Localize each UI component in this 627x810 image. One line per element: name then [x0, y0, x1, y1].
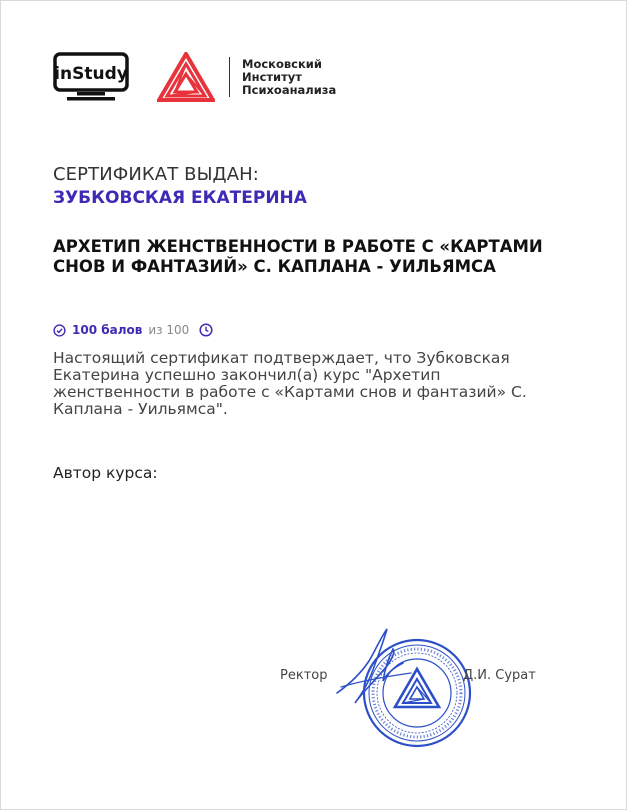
score-value: 100 балов — [72, 323, 143, 337]
institute-name-line: Институт — [242, 69, 302, 84]
issued-label: СЕРТИФИКАТ ВЫДАН: — [53, 164, 259, 185]
mip-logo — [157, 52, 215, 102]
rector-name: Д.И. Сурат — [463, 668, 536, 683]
rector-label: Ректор — [280, 668, 328, 683]
rector-signature — [331, 623, 421, 715]
score-max: из 100 — [148, 323, 190, 337]
institute-name-line: Московский — [242, 56, 322, 71]
check-circle-icon — [53, 324, 66, 337]
recipient-name: ЗУБКОВСКАЯ ЕКАТЕРИНА — [53, 188, 307, 208]
instudy-logo — [53, 52, 129, 102]
institute-name — [242, 58, 336, 97]
clock-icon — [199, 323, 213, 337]
header-logos — [53, 51, 336, 103]
institute-name-line: Психоанализа — [242, 82, 337, 97]
instudy-logo-text: inStudy — [54, 64, 128, 84]
logo-divider — [229, 57, 230, 97]
certificate-description: Настоящий сертификат подтверждает, что Зубковская Екатерина успешно закончил(а) курс "Архетип женственности в работе с «Картами снов и фантазий» С. Каплана - Уильямса". — [53, 349, 527, 418]
score-row — [53, 322, 213, 338]
course-title: АРХЕТИП ЖЕНСТВЕННОСТИ В РАБОТЕ С «КАРТАМИ СНОВ И ФАНТАЗИЙ» С. КАПЛАНА - УИЛЬЯМСА — [53, 237, 543, 276]
author-label: Автор курса: — [53, 464, 158, 482]
